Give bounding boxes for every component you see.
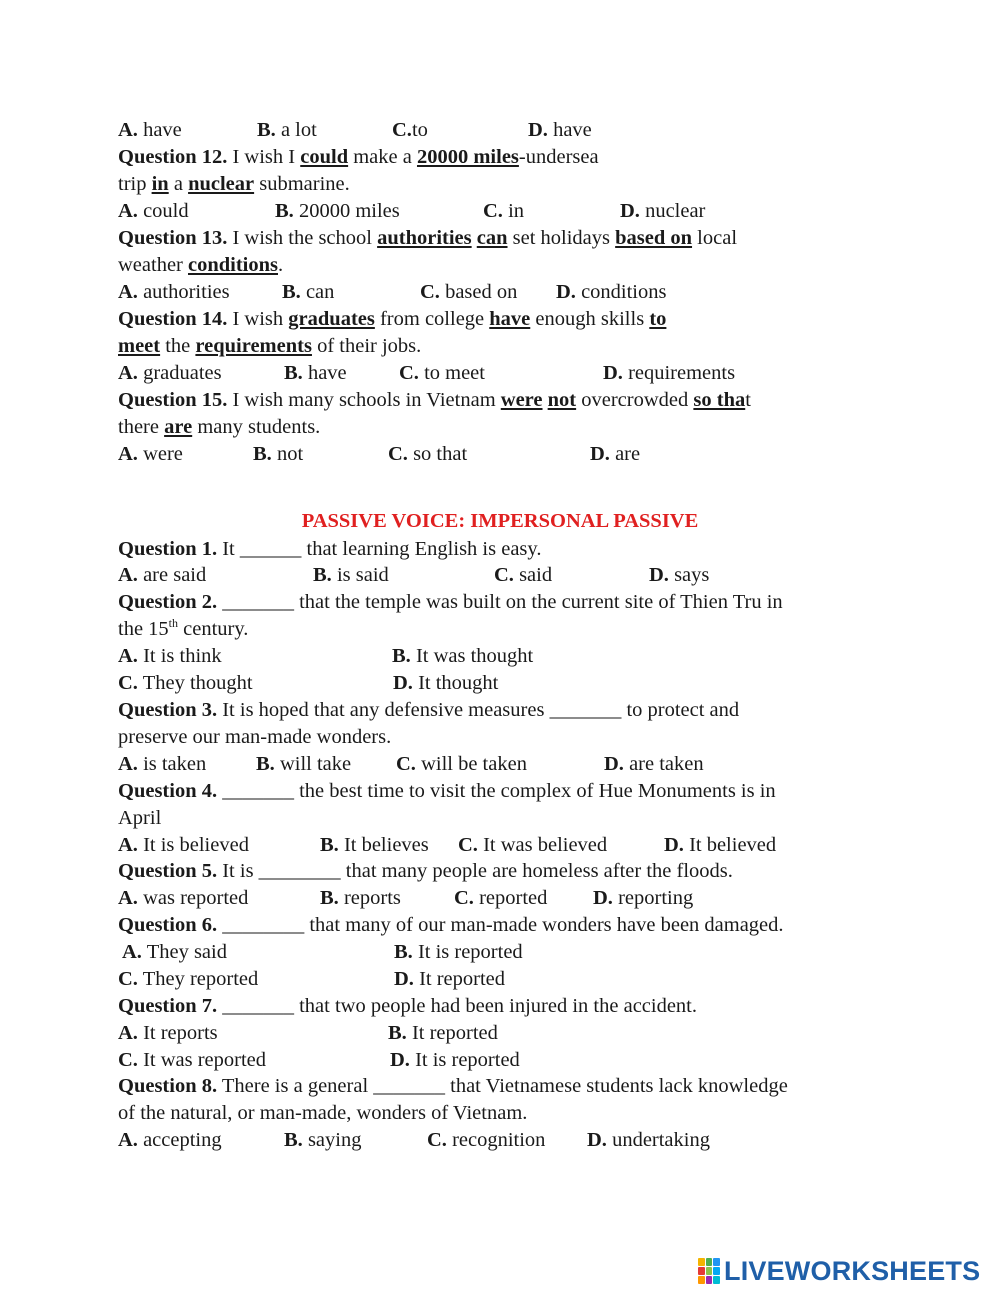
option-a[interactable]: A. were bbox=[118, 443, 183, 465]
option-c[interactable]: C. recognition bbox=[427, 1129, 546, 1151]
option-b[interactable]: B. is said bbox=[313, 564, 389, 586]
passive-question-4: Question 4. _______ the best time to visit the complex of Hue Monuments is in bbox=[118, 780, 776, 802]
passive-question-8: Question 8. There is a general _______ that Vietnamese students lack knowledge bbox=[118, 1075, 788, 1097]
option-a[interactable]: A. accepting bbox=[118, 1129, 222, 1151]
option-d[interactable]: D. are taken bbox=[604, 753, 704, 775]
worksheet-page: A. have B. a lot C.to D. have Question 12. I wish I could make a 20000 miles-undersea trip in a nuclear submarine. A. could B. 20000 miles C. in D. nuclear Question 13. I wish the school authorities can set holidays based on local weather conditions. A. authorities B. can C. based on D. conditions Question 14. I wish graduates from college have enough skills to meet the requirements of their jobs. A. graduates B. have C. to meet D. requirements Question 15. I wish many schools in Vietnam were not overcrowded so that there are many students. A. were B. not C. so that D. are PASSIVE VOICE: IMPERSONAL PASSIVE Question 1. It ______ that learning English is easy. A. are said B. is said C. said D. says Question 2. _______ that the temple was built on the current site of Thien Tru in the 15th century. A. It is think B. It was thought C. They thought D. It thought Question 3. It is hoped that any defensive measures _______ to protect and preserve our man-made wonders. A. is taken B. will take C. will be taken D. are taken Question 4. _______ the best time to visit the complex of Hue Monuments is in April A. It is believed B. It believes C. It was believed D. It believed Question 5. It is ________ that many people are homeless after the floods. A. was reported B. reports C. reported D. reporting Question 6. ________ that many of our man-made wonders have been damaged. A. They said B. It is reported C. They reported D. It reported Question 7. _______ that two people had been injured in the accident. A. It reports B. It reported C. It was reported D. It is reported Question 8. There is a general _______ that Vietnamese students lack knowledge of the natural, or man-made, wonders of Vietnam. A. accepting B. saying C. recognition D. undertaking LIVEWORKSHEETS bbox=[0, 0, 1000, 1291]
option-a[interactable]: A. graduates bbox=[118, 362, 222, 384]
option-c[interactable]: C. said bbox=[494, 564, 553, 586]
option-b[interactable]: B. saying bbox=[284, 1129, 362, 1151]
passive-question-3-line-2: preserve our man-made wonders. bbox=[118, 726, 392, 748]
option-a[interactable]: A. It reports bbox=[118, 1022, 218, 1044]
option-a[interactable]: A. is taken bbox=[118, 753, 207, 775]
liveworksheets-logo-icon bbox=[698, 1258, 720, 1284]
option-b[interactable]: B. will take bbox=[256, 753, 352, 775]
option-b[interactable]: B. 20000 miles bbox=[275, 200, 400, 222]
question-13-line-2: weather conditions. bbox=[118, 254, 284, 276]
passive-question-2-line-2: the 15th century. bbox=[118, 616, 249, 640]
option-c[interactable]: C. It was reported bbox=[118, 1049, 267, 1071]
option-b[interactable]: B. not bbox=[253, 443, 304, 465]
option-d[interactable]: D. It is reported bbox=[390, 1049, 520, 1071]
question-14-line-2: meet the requirements of their jobs. bbox=[118, 335, 422, 357]
option-c[interactable]: C. They reported bbox=[118, 968, 259, 990]
question-14-line-1: Question 14. I wish graduates from college have enough skills to bbox=[118, 308, 667, 330]
option-c[interactable]: C. It was believed bbox=[458, 834, 608, 856]
option-a[interactable]: A. It is think bbox=[118, 645, 222, 667]
option-d[interactable]: D. undertaking bbox=[587, 1129, 710, 1151]
passive-question-2: Question 2. _______ that the temple was built on the current site of Thien Tru in bbox=[118, 591, 783, 613]
option-b[interactable]: B. can bbox=[282, 281, 335, 303]
option-a[interactable]: A. It is believed bbox=[118, 834, 249, 856]
option-b[interactable]: B. reports bbox=[320, 887, 401, 909]
question-12-line-2: trip in a nuclear submarine. bbox=[118, 173, 350, 195]
question-15-line-1: Question 15. I wish many schools in Vietnam were not overcrowded so that bbox=[118, 389, 751, 411]
option-a[interactable]: A. They said bbox=[122, 941, 227, 963]
option-d[interactable]: D. It believed bbox=[664, 834, 777, 856]
option-a[interactable]: A. authorities bbox=[118, 281, 230, 303]
option-d[interactable]: D. reporting bbox=[593, 887, 694, 909]
passive-question-6: Question 6. ________ that many of our man-made wonders have been damaged. bbox=[118, 914, 784, 936]
option-a[interactable]: A. was reported bbox=[118, 887, 249, 909]
passive-question-8-line-2: of the natural, or man-made, wonders of Vietnam. bbox=[118, 1102, 528, 1124]
question-13-line-1: Question 13. I wish the school authorities can set holidays based on local bbox=[118, 227, 738, 249]
option-b[interactable]: B. It is reported bbox=[394, 941, 523, 963]
option-b[interactable]: B. It reported bbox=[388, 1022, 498, 1044]
passive-question-3: Question 3. It is hoped that any defensive measures _______ to protect and bbox=[118, 699, 740, 721]
option-c[interactable]: C. will be taken bbox=[396, 753, 527, 775]
option-b[interactable]: B. It believes bbox=[320, 834, 429, 856]
option-d[interactable]: D. requirements bbox=[603, 362, 736, 384]
question-12-line-1: Question 12. I wish I could make a 20000 miles-undersea bbox=[118, 146, 599, 168]
option-a[interactable]: A. could bbox=[118, 200, 189, 222]
passive-question-7: Question 7. _______ that two people had been injured in the accident. bbox=[118, 995, 698, 1017]
option-c[interactable]: C. reported bbox=[454, 887, 548, 909]
section-heading: PASSIVE VOICE: IMPERSONAL PASSIVE bbox=[301, 510, 699, 532]
option-c[interactable]: C. to meet bbox=[399, 362, 485, 384]
option-d[interactable]: D. nuclear bbox=[620, 200, 706, 222]
liveworksheets-logo[interactable] bbox=[698, 1256, 980, 1286]
option-d[interactable]: D. It reported bbox=[394, 968, 506, 990]
option-d[interactable]: D. It thought bbox=[393, 672, 499, 694]
option-c[interactable]: C. They thought bbox=[118, 672, 253, 694]
passive-question-4-line-2: April bbox=[118, 807, 162, 829]
option-d[interactable]: D. are bbox=[590, 443, 641, 465]
option-a[interactable]: A. are said bbox=[118, 564, 207, 586]
passive-question-5: Question 5. It is ________ that many people are homeless after the floods. bbox=[118, 860, 733, 882]
question-15-line-2: there are many students. bbox=[118, 416, 321, 438]
option-c[interactable]: C. so that bbox=[388, 443, 468, 465]
option-c[interactable]: C. in bbox=[483, 200, 525, 222]
option-d[interactable]: D. conditions bbox=[556, 281, 667, 303]
option-d[interactable]: D. says bbox=[649, 564, 710, 586]
passive-question-1: Question 1. It ______ that learning English is easy. bbox=[118, 538, 542, 560]
option-c[interactable]: C. based on bbox=[420, 281, 518, 303]
option-b[interactable]: B. have bbox=[284, 362, 347, 384]
option-b[interactable]: B. It was thought bbox=[392, 645, 534, 667]
logo-text: LIVEWORKSHEETS bbox=[724, 1255, 981, 1286]
